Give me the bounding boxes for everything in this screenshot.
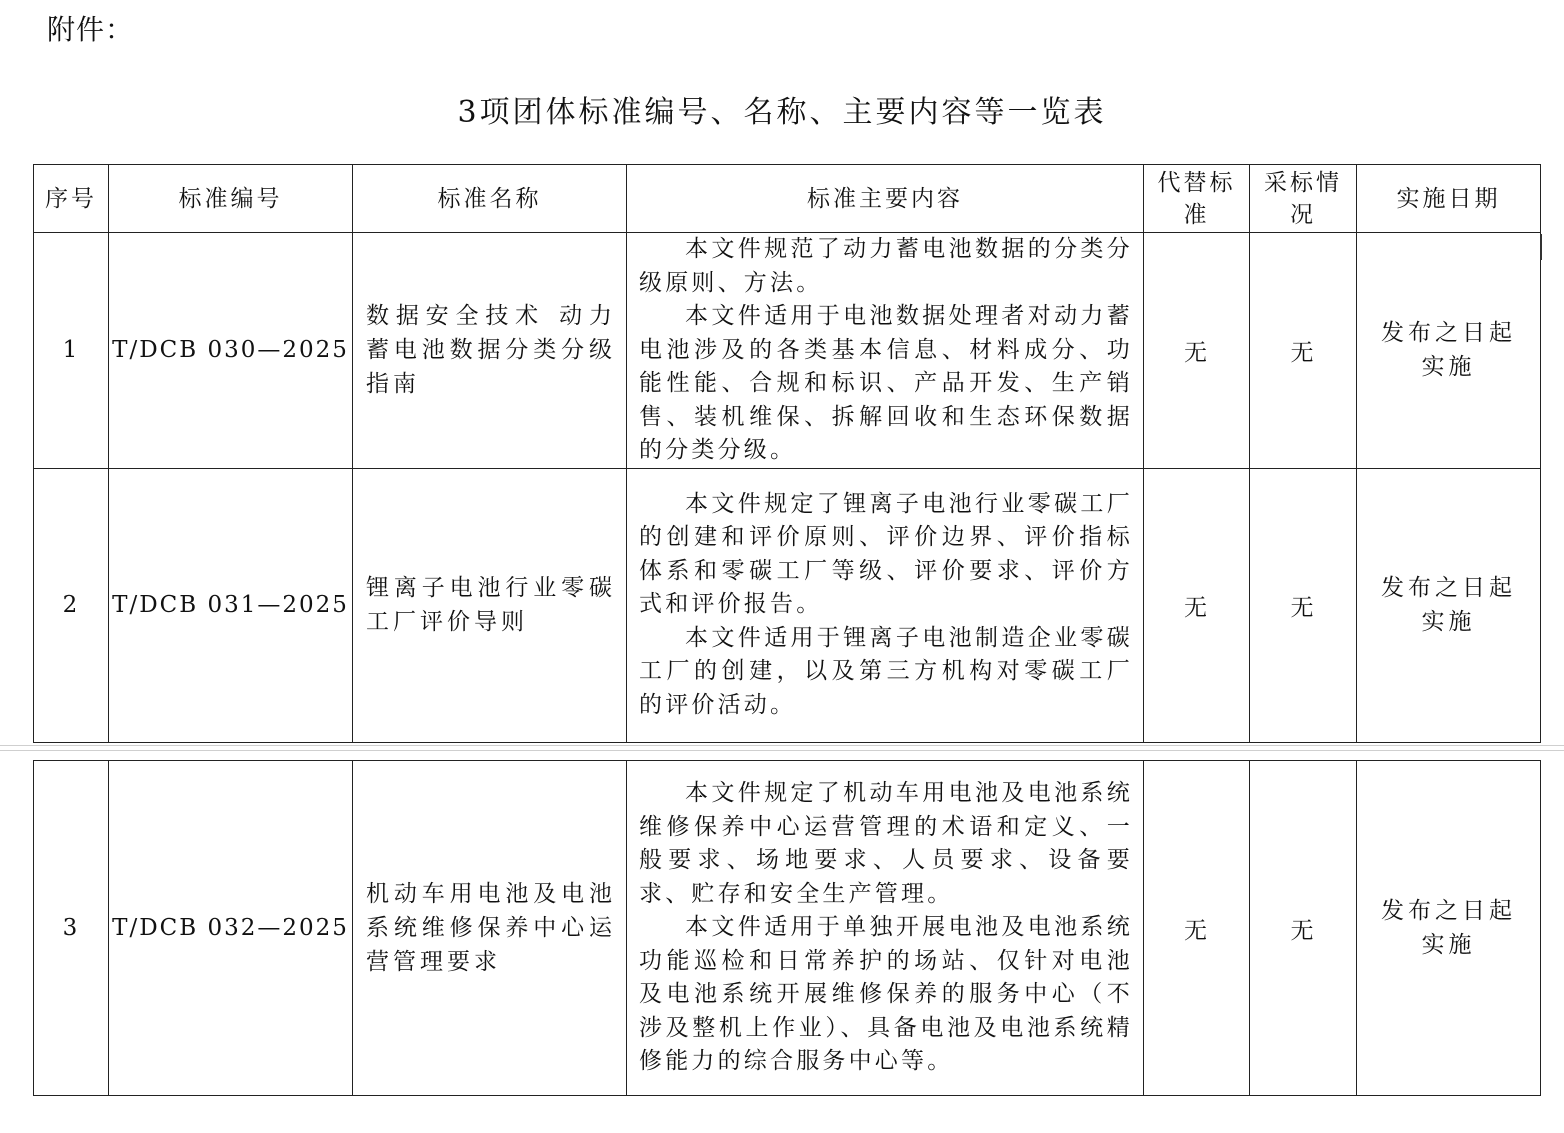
header-adopt-line1: 采标情 xyxy=(1264,169,1342,196)
attachment-label: 附件： xyxy=(47,13,135,46)
row-content-paragraph: 本文件规范了动力蓄电池数据的分类分级原则、方法。 xyxy=(639,236,1133,296)
row-replace: 无 xyxy=(1144,233,1250,469)
header-adopt xyxy=(1250,165,1357,233)
row-name: 数据安全技术 动力蓄电池数据分类分级指南 xyxy=(353,233,627,469)
standards-table xyxy=(33,164,1541,743)
row-seq: 1 xyxy=(34,233,109,469)
header-date: 实施日期 xyxy=(1357,165,1541,233)
row-seq: 3 xyxy=(34,761,109,1096)
table-row xyxy=(34,761,1541,1096)
header-code: 标准编号 xyxy=(109,165,353,233)
row-code: T/DCB 032—2025 xyxy=(109,761,353,1096)
row-content xyxy=(627,468,1144,742)
row-date: 发布之日起实施 xyxy=(1357,468,1541,742)
row-date: 发布之日起实施 xyxy=(1357,233,1541,469)
row-replace: 无 xyxy=(1144,468,1250,742)
row-content xyxy=(627,761,1144,1096)
header-replace-line2: 准 xyxy=(1183,201,1210,228)
row-adopt: 无 xyxy=(1250,468,1357,742)
page-title: 3项团体标准编号、名称、主要内容等一览表 xyxy=(457,95,1107,130)
row-name: 锂离子电池行业零碳工厂评价导则 xyxy=(353,468,627,742)
row-content-paragraph: 本文件规定了机动车用电池及电池系统维修保养中心运营管理的术语和定义、一般要求、场地要求、人员要求、设备要求、贮存和安全生产管理。 xyxy=(639,780,1133,907)
standards-table-continued xyxy=(33,760,1541,1096)
row-content-paragraph: 本文件适用于电池数据处理者对动力蓄电池涉及的各类基本信息、材料成分、功能性能、合规和标识、产品开发、生产销售、装机维保、拆解回收和生态环保数据的分类分级。 xyxy=(639,303,1133,463)
row-adopt: 无 xyxy=(1250,761,1357,1096)
row-adopt: 无 xyxy=(1250,233,1357,469)
row-date: 发布之日起实施 xyxy=(1357,761,1541,1096)
header-content: 标准主要内容 xyxy=(627,165,1144,233)
row-name: 机动车用电池及电池系统维修保养中心运营管理要求 xyxy=(353,761,627,1096)
row-code: T/DCB 031—2025 xyxy=(109,468,353,742)
row-content xyxy=(627,233,1144,469)
table-row xyxy=(34,468,1541,742)
header-replace xyxy=(1144,165,1250,233)
table-header-row xyxy=(34,165,1541,233)
row-content-paragraph: 本文件适用于锂离子电池制造企业零碳工厂的创建，以及第三方机构对零碳工厂的评价活动。 xyxy=(639,624,1133,718)
row-code: T/DCB 030—2025 xyxy=(109,233,353,469)
header-name: 标准名称 xyxy=(353,165,627,233)
row-content-paragraph: 本文件适用于单独开展电池及电池系统功能巡检和日常养护的场站、仅针对电池及电池系统开展维修保养的服务中心（不涉及整机上作业）、具备电池及电池系统精修能力的综合服务中心等。 xyxy=(639,914,1133,1075)
table-row xyxy=(34,233,1541,469)
row-seq: 2 xyxy=(34,468,109,742)
header-replace-line1: 代替标 xyxy=(1157,169,1236,196)
row-replace: 无 xyxy=(1144,761,1250,1096)
page-break-divider xyxy=(0,745,1564,751)
header-adopt-line2: 况 xyxy=(1290,201,1316,228)
row-content-paragraph: 本文件规定了锂离子电池行业零碳工厂的创建和评价原则、评价边界、评价指标体系和零碳工厂等级、评价要求、评价方式和评价报告。 xyxy=(639,490,1133,618)
text-cursor xyxy=(1540,234,1542,260)
header-seq: 序号 xyxy=(34,165,109,233)
